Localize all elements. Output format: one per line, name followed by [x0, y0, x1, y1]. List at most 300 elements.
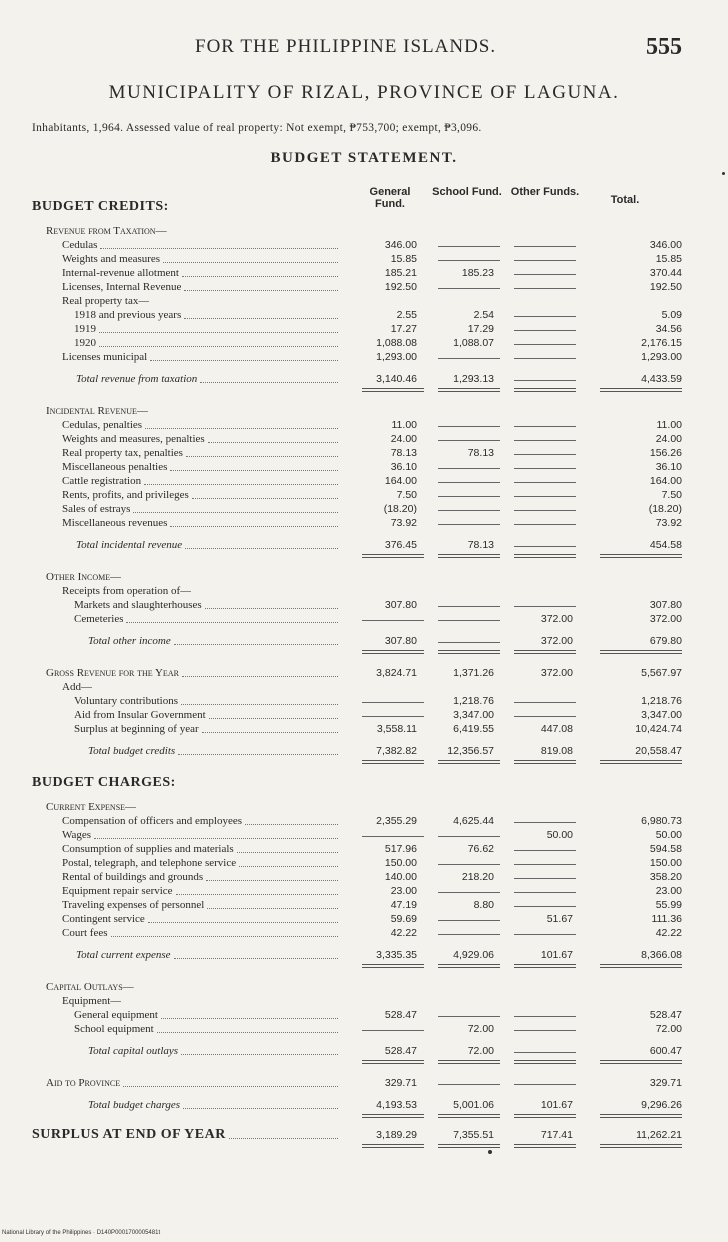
row-label: Wages [62, 829, 92, 841]
double-rule [600, 554, 682, 558]
total-underline [0, 962, 728, 970]
ledger-row [0, 634, 728, 648]
amount-sch: 12,356.57 [447, 745, 494, 757]
leader-dots [200, 382, 338, 383]
amount-gen: 24.00 [390, 433, 417, 445]
row-label: School equipment [74, 1023, 154, 1035]
blank-amount-rule [514, 1052, 576, 1053]
blank-amount-rule [514, 246, 576, 247]
double-rule [514, 964, 576, 968]
total-underline [0, 1058, 728, 1066]
blank-amount-rule [514, 546, 576, 547]
double-rule [514, 1144, 576, 1148]
amount-tot: 50.00 [655, 829, 682, 841]
double-rule [514, 554, 576, 558]
row-label: Court fees [62, 927, 108, 939]
blank-amount-rule [514, 288, 576, 289]
blank-amount-rule [362, 1030, 424, 1031]
amount-tot: 4,433.59 [641, 373, 682, 385]
leader-dots [163, 262, 338, 263]
amount-gen: 3,824.71 [376, 667, 417, 679]
amount-tot: 20,558.47 [635, 745, 682, 757]
total-underline [0, 552, 728, 560]
amount-sch: 218.20 [461, 871, 494, 883]
double-rule [438, 1060, 500, 1064]
amount-tot: 8,366.08 [641, 949, 682, 961]
double-rule [362, 650, 424, 654]
leader-dots [157, 1032, 338, 1033]
blank-amount-rule [514, 454, 576, 455]
ledger-row [0, 404, 728, 418]
leader-dots [99, 332, 338, 333]
row-spacer [0, 736, 728, 744]
leader-dots [184, 318, 338, 319]
amount-oth: 101.67 [540, 1099, 573, 1111]
row-label: Revenue from Taxation— [46, 225, 167, 237]
amount-gen: 346.00 [384, 239, 417, 251]
row-label: Total budget charges [88, 1099, 181, 1111]
double-rule [438, 1144, 500, 1148]
amount-tot: 15.85 [655, 253, 682, 265]
blank-amount-rule [514, 358, 576, 359]
ledger-row [0, 708, 728, 722]
ledger-row [0, 1022, 728, 1036]
leader-dots [170, 526, 338, 527]
ledger-row [0, 280, 728, 294]
page-number: 555 [646, 34, 682, 60]
blank-amount-rule [362, 702, 424, 703]
blank-amount-rule [438, 1016, 500, 1017]
row-label: Rental of buildings and grounds [62, 871, 204, 883]
leader-dots [181, 704, 338, 705]
amount-tot: 3,347.00 [641, 709, 682, 721]
row-label: Total incidental revenue [76, 539, 183, 551]
ink-speck [488, 1150, 492, 1154]
blank-amount-rule [438, 468, 500, 469]
row-label: Miscellaneous penalties [62, 461, 168, 473]
amount-gen: 164.00 [384, 475, 417, 487]
blank-amount-rule [438, 1084, 500, 1085]
row-label: General equipment [74, 1009, 158, 1021]
leader-dots [148, 922, 338, 923]
ledger-row [0, 898, 728, 912]
amount-gen: 192.50 [384, 281, 417, 293]
blank-amount-rule [438, 524, 500, 525]
blank-amount-rule [438, 642, 500, 643]
ledger-row [0, 776, 728, 790]
leader-dots [99, 346, 338, 347]
ledger-row [0, 502, 728, 516]
amount-tot: 1,218.76 [641, 695, 682, 707]
amount-gen: 17.27 [390, 323, 417, 335]
amount-tot: 164.00 [649, 475, 682, 487]
amount-tot: 1,293.00 [641, 351, 682, 363]
leader-dots [192, 498, 338, 499]
amount-sch: 8.80 [473, 899, 494, 911]
row-label: 1920 [74, 337, 96, 349]
blank-amount-rule [514, 510, 576, 511]
blank-amount-rule [514, 822, 576, 823]
blank-amount-rule [438, 288, 500, 289]
amount-sch: 1,293.13 [453, 373, 494, 385]
row-label: Sales of estrays [62, 503, 131, 515]
double-rule [600, 1144, 682, 1148]
ledger-row [0, 842, 728, 856]
ledger-row [0, 1098, 728, 1112]
row-label: Total budget credits [88, 745, 176, 757]
amount-sch: 78.13 [467, 447, 494, 459]
ledger-row [0, 598, 728, 612]
ink-speck [722, 172, 725, 175]
leader-dots [174, 958, 338, 959]
row-label: Weights and measures [62, 253, 161, 265]
leader-dots [184, 290, 338, 291]
blank-amount-rule [438, 864, 500, 865]
amount-oth: 447.08 [540, 723, 573, 735]
total-underline [0, 758, 728, 766]
blank-amount-rule [514, 906, 576, 907]
row-label: Weights and measures, penalties [62, 433, 205, 445]
blank-amount-rule [514, 316, 576, 317]
blank-amount-rule [438, 440, 500, 441]
row-label: Add— [62, 681, 92, 693]
row-spacer [0, 1090, 728, 1098]
row-label: Traveling expenses of personnel [62, 899, 205, 911]
row-label: Aid from Insular Government [74, 709, 206, 721]
double-rule [514, 650, 576, 654]
amount-tot: 72.00 [655, 1023, 682, 1035]
row-label: Equipment repair service [62, 885, 173, 897]
leader-dots [176, 894, 338, 895]
row-spacer [0, 940, 728, 948]
row-label: Cattle registration [62, 475, 142, 487]
amount-tot: 6,980.73 [641, 815, 682, 827]
amount-tot: 156.26 [649, 447, 682, 459]
ledger-row [0, 516, 728, 530]
amount-sch: 78.13 [467, 539, 494, 551]
amount-sch: 72.00 [467, 1023, 494, 1035]
leader-dots [185, 548, 338, 549]
amount-tot: 55.99 [655, 899, 682, 911]
blank-amount-rule [514, 330, 576, 331]
amount-tot: 307.80 [649, 599, 682, 611]
amount-sch: 1,218.76 [453, 695, 494, 707]
ledger-row [0, 252, 728, 266]
row-label: Capital Outlays— [46, 981, 134, 993]
leader-dots [174, 644, 338, 645]
amount-gen: 4,193.53 [376, 1099, 417, 1111]
amount-oth: 372.00 [540, 613, 573, 625]
blank-amount-rule [514, 260, 576, 261]
ledger-row [0, 666, 728, 680]
library-watermark: National Library of the Philippines · D140P0001700005481t [2, 1230, 161, 1236]
double-rule [362, 1060, 424, 1064]
double-rule [514, 1114, 576, 1118]
blank-amount-rule [514, 864, 576, 865]
blank-amount-rule [438, 920, 500, 921]
ledger-row [0, 460, 728, 474]
row-spacer [0, 560, 728, 570]
ledger-row [0, 1128, 728, 1142]
amount-tot: 10,424.74 [635, 723, 682, 735]
row-label: Equipment— [62, 995, 122, 1007]
leader-dots [161, 1018, 338, 1019]
ledger-row [0, 488, 728, 502]
ledger-row [0, 570, 728, 584]
leader-dots [123, 1086, 338, 1087]
amount-oth: 50.00 [546, 829, 573, 841]
ledger-row [0, 1044, 728, 1058]
double-rule [438, 554, 500, 558]
blank-amount-rule [438, 260, 500, 261]
double-rule [438, 388, 500, 392]
amount-gen: 47.19 [390, 899, 417, 911]
blank-amount-rule [514, 606, 576, 607]
amount-gen: 73.92 [390, 517, 417, 529]
amount-gen: 1,088.08 [376, 337, 417, 349]
ledger-row [0, 800, 728, 814]
amount-sch: 7,355.51 [453, 1129, 494, 1141]
leader-dots [182, 676, 338, 677]
amount-sch: 72.00 [467, 1045, 494, 1057]
row-label: 1918 and previous years [74, 309, 182, 321]
amount-tot: 2,176.15 [641, 337, 682, 349]
ledger-row [0, 224, 728, 238]
row-label: Total revenue from taxation [76, 373, 198, 385]
amount-gen: 3,140.46 [376, 373, 417, 385]
statement-title: BUDGET STATEMENT. [270, 150, 458, 166]
amount-tot: 370.44 [649, 267, 682, 279]
amount-sch: 76.62 [467, 843, 494, 855]
amount-gen: 3,335.35 [376, 949, 417, 961]
amount-gen: 3,189.29 [376, 1129, 417, 1141]
amount-sch: 1,088.07 [453, 337, 494, 349]
ledger-row [0, 474, 728, 488]
blank-amount-rule [514, 496, 576, 497]
amount-gen: 2,355.29 [376, 815, 417, 827]
row-label: Aid to Province [46, 1077, 121, 1089]
amount-gen: 307.80 [384, 635, 417, 647]
double-rule [514, 388, 576, 392]
double-rule [438, 650, 500, 654]
amount-gen: 329.71 [384, 1077, 417, 1089]
ledger-row [0, 350, 728, 364]
blank-amount-rule [514, 524, 576, 525]
blank-amount-rule [514, 702, 576, 703]
double-rule [600, 388, 682, 392]
amount-tot: 34.56 [655, 323, 682, 335]
ledger-row [0, 322, 728, 336]
leader-dots [144, 484, 338, 485]
amount-sch: 4,929.06 [453, 949, 494, 961]
double-rule [438, 1114, 500, 1118]
ledger-row [0, 336, 728, 350]
municipality-title: MUNICIPALITY OF RIZAL, PROVINCE OF LAGUNA. [108, 82, 620, 103]
ledger-row [0, 680, 728, 694]
total-underline [0, 1112, 728, 1120]
row-label: Miscellaneous revenues [62, 517, 168, 529]
amount-tot: 600.47 [649, 1045, 682, 1057]
ledger-row [0, 912, 728, 926]
leader-dots [150, 360, 338, 361]
amount-tot: 329.71 [649, 1077, 682, 1089]
ledger-row [0, 870, 728, 884]
amount-gen: 59.69 [390, 913, 417, 925]
amount-tot: 528.47 [649, 1009, 682, 1021]
blank-amount-rule [514, 892, 576, 893]
amount-tot: 24.00 [655, 433, 682, 445]
blank-amount-rule [438, 246, 500, 247]
row-spacer [0, 364, 728, 372]
ledger-row [0, 722, 728, 736]
leader-dots [178, 754, 338, 755]
amount-gen: 11.00 [391, 419, 417, 431]
row-spacer [0, 766, 728, 776]
amount-oth: 819.08 [540, 745, 573, 757]
amount-tot: 7.50 [661, 489, 682, 501]
ledger-row [0, 266, 728, 280]
ledger-row [0, 926, 728, 940]
col-header-general-fund: General Fund. [369, 186, 411, 210]
amount-gen: 150.00 [384, 857, 417, 869]
leader-dots [207, 908, 338, 909]
amount-oth: 372.00 [540, 667, 573, 679]
amount-gen: 23.00 [390, 885, 417, 897]
leader-dots [202, 732, 338, 733]
leader-dots [126, 622, 338, 623]
amount-tot: 11,262.21 [636, 1129, 682, 1141]
ledger-row [0, 948, 728, 962]
blank-amount-rule [514, 1016, 576, 1017]
row-label: Contingent service [62, 913, 145, 925]
amount-gen: (18.20) [383, 503, 417, 515]
amount-oth: 717.41 [540, 1129, 573, 1141]
ledger-row [0, 828, 728, 842]
row-label: Total other income [88, 635, 171, 647]
row-spacer [0, 214, 728, 224]
leader-dots [239, 866, 338, 867]
amount-gen: 517.96 [384, 843, 417, 855]
ledger-row [0, 432, 728, 446]
double-rule [438, 964, 500, 968]
row-spacer [0, 530, 728, 538]
row-label: BUDGET CHARGES: [32, 776, 176, 790]
double-rule [362, 1114, 424, 1118]
row-label: 1919 [74, 323, 96, 335]
amount-gen: 3,558.11 [376, 723, 417, 735]
ledger-row [0, 200, 728, 214]
amount-tot: 594.58 [649, 843, 682, 855]
blank-amount-rule [514, 1030, 576, 1031]
leader-dots [111, 936, 338, 937]
amount-sch: 5,001.06 [453, 1099, 494, 1111]
blank-amount-rule [514, 482, 576, 483]
amount-tot: 9,296.26 [641, 1099, 682, 1111]
budget-table [0, 200, 728, 1150]
amount-gen: 528.47 [384, 1009, 417, 1021]
row-label: Compensation of officers and employees [62, 815, 243, 827]
leader-dots [209, 718, 338, 719]
leader-dots [205, 608, 338, 609]
row-label: Incidental Revenue— [46, 405, 148, 417]
amount-tot: 372.00 [649, 613, 682, 625]
blank-amount-rule [438, 358, 500, 359]
col-header-other-funds: Other Funds. [510, 186, 580, 198]
row-label: Cemeteries [74, 613, 124, 625]
amount-tot: 192.50 [649, 281, 682, 293]
blank-amount-rule [514, 878, 576, 879]
double-rule [362, 388, 424, 392]
leader-dots [229, 1138, 338, 1139]
row-label: Other Income— [46, 571, 122, 583]
blank-amount-rule [438, 836, 500, 837]
ledger-row [0, 612, 728, 626]
blank-amount-rule [362, 716, 424, 717]
amount-gen: 36.10 [390, 461, 417, 473]
leader-dots [237, 852, 338, 853]
amount-tot: 36.10 [655, 461, 682, 473]
amount-tot: 23.00 [655, 885, 682, 897]
ledger-row [0, 446, 728, 460]
double-rule [514, 1060, 576, 1064]
amount-gen: 528.47 [384, 1045, 417, 1057]
blank-amount-rule [362, 836, 424, 837]
row-label: Licenses municipal [62, 351, 148, 363]
amount-gen: 2.55 [396, 309, 417, 321]
amount-sch: 2.54 [473, 309, 494, 321]
amount-oth: 51.67 [546, 913, 573, 925]
blank-amount-rule [362, 620, 424, 621]
ledger-row [0, 538, 728, 552]
ledger-row [0, 372, 728, 386]
double-rule [362, 964, 424, 968]
col-header-total: Total. [610, 194, 640, 206]
row-spacer [0, 1036, 728, 1044]
total-underline [0, 648, 728, 656]
ledger-row [0, 1008, 728, 1022]
ledger-row [0, 980, 728, 994]
ledger-row [0, 1076, 728, 1090]
blank-amount-rule [514, 274, 576, 275]
amount-gen: 7.50 [396, 489, 417, 501]
leader-dots [183, 1108, 338, 1109]
ledger-row [0, 694, 728, 708]
leader-dots [181, 1054, 338, 1055]
row-label: Total current expense [76, 949, 171, 961]
row-spacer [0, 1066, 728, 1076]
double-rule [362, 1144, 424, 1148]
ledger-row [0, 994, 728, 1008]
amount-gen: 185.21 [384, 267, 417, 279]
amount-sch: 17.29 [467, 323, 494, 335]
amount-gen: 7,382.82 [376, 745, 417, 757]
row-spacer [0, 656, 728, 666]
ledger-row [0, 744, 728, 758]
blank-amount-rule [438, 510, 500, 511]
amount-tot: (18.20) [648, 503, 682, 515]
amount-tot: 679.80 [649, 635, 682, 647]
ledger-row [0, 308, 728, 322]
row-spacer [0, 1120, 728, 1128]
amount-gen: 1,293.00 [376, 351, 417, 363]
inhabitants-line: Inhabitants, 1,964. Assessed value of real property: Not exempt, ₱753,700; exempt, ₱3,096. [32, 122, 482, 134]
amount-tot: 150.00 [649, 857, 682, 869]
amount-oth: 372.00 [540, 635, 573, 647]
row-label: Voluntary contributions [74, 695, 178, 707]
row-spacer [0, 626, 728, 634]
ledger-row [0, 814, 728, 828]
leader-dots [245, 824, 338, 825]
